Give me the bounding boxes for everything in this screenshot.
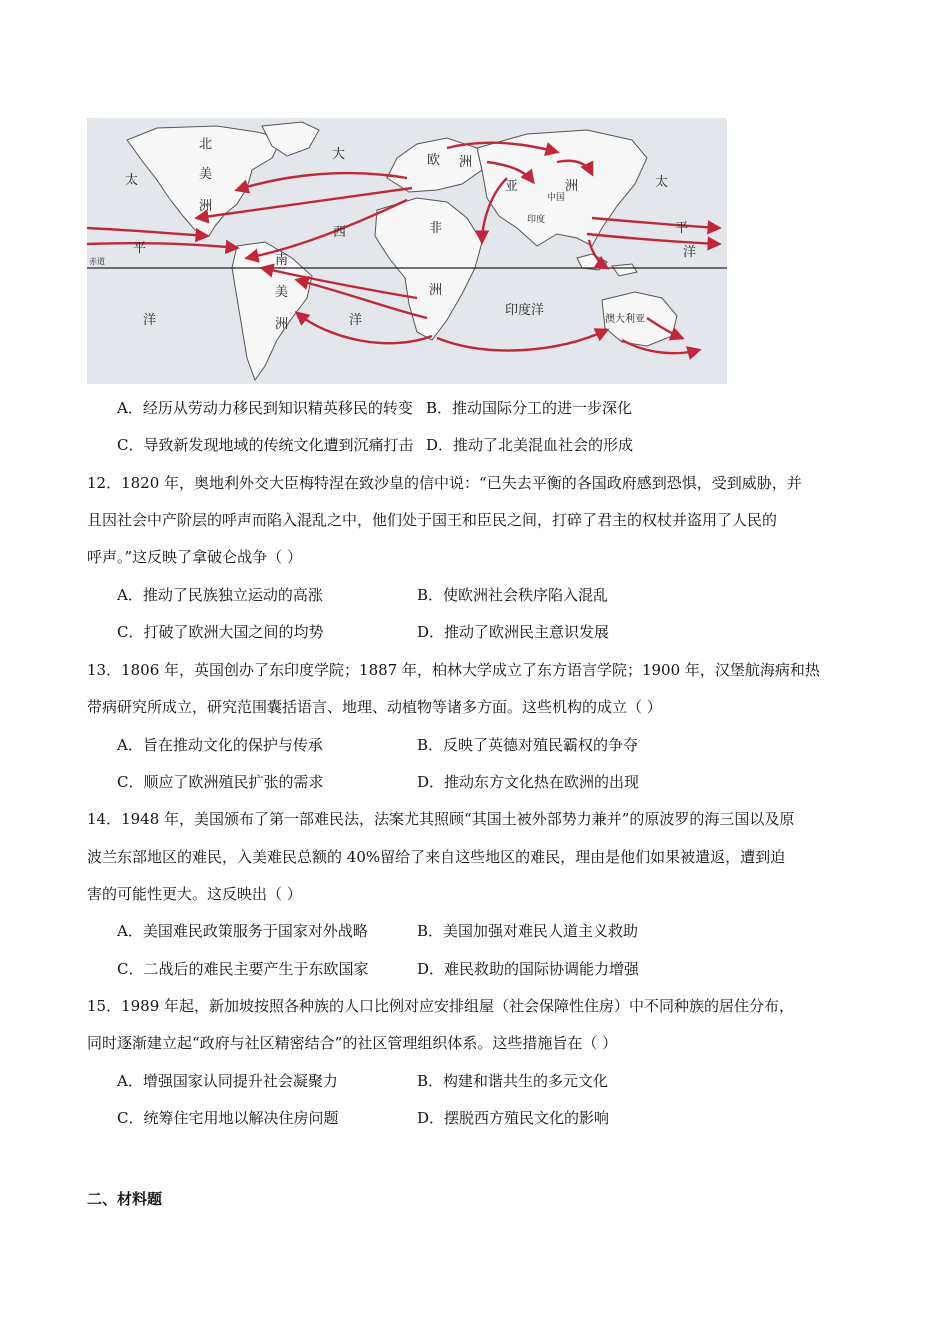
- label-tai-left: 太: [125, 173, 139, 188]
- label-ou: 欧: [427, 153, 441, 168]
- q14-option-a: A．美国难民政策服务于国家对外战略: [117, 922, 368, 940]
- q13-option-a: A．旨在推动文化的保护与传承: [117, 736, 323, 754]
- label-america-top: 美: [199, 167, 213, 182]
- q14-option-d: D．难民救助的国际协调能力增强: [417, 960, 640, 978]
- label-tai-right: 太: [655, 175, 669, 190]
- q11-option-c: C．导致新发现地域的传统文化遭到沉痛打击: [117, 436, 414, 454]
- world-map-svg: [87, 118, 727, 384]
- label-yang-mid: 洋: [349, 313, 363, 328]
- section-2-title: 二、材料题: [87, 1190, 163, 1208]
- label-yang-left: 洋: [143, 313, 157, 328]
- q15-option-c: C．统筹住宅用地以解决住房问题: [117, 1109, 339, 1127]
- label-india: 印度: [527, 215, 546, 225]
- q14-option-b: B．美国加强对难民人道主义救助: [417, 922, 639, 940]
- q13-option-b: B．反映了英德对殖民霸权的争夺: [417, 736, 639, 754]
- label-da: 大: [332, 147, 346, 162]
- label-fei-zhou: 洲: [429, 283, 443, 298]
- q11-option-b: B．推动国际分工的进一步深化: [426, 399, 633, 417]
- q14-stem-line-3: 害的可能性更大。这反映出（ ）: [87, 885, 302, 903]
- q12-stem-line-3: 呼声。”这反映了拿破仑战争（ ）: [87, 548, 302, 566]
- q14-option-c: C．二战后的难民主要产生于东欧国家: [117, 960, 369, 978]
- q13-option-d: D．推动东方文化热在欧洲的出现: [417, 773, 640, 791]
- q13-stem-line-2: 带病研究所成立，研究范围囊括语言、地理、动植物等诸多方面。这些机构的成立（ ）: [87, 698, 662, 716]
- label-indian-ocean: 印度洋: [505, 303, 545, 318]
- label-north: 北: [199, 137, 213, 152]
- label-equator: 赤道: [89, 257, 105, 266]
- q15-stem-line-1: 15．1989 年起，新加坡按照各种族的人口比例对应安排组屋（社会保障性住房）中不同种族的居住分布，: [87, 997, 795, 1015]
- label-australia: 澳大利亚: [605, 314, 645, 325]
- q15-option-a: A．增强国家认同提升社会凝聚力: [117, 1072, 338, 1090]
- label-north-america-zhou: 洲: [199, 199, 213, 214]
- label-nan: 南: [275, 253, 289, 268]
- label-yang-right: 洋: [683, 245, 697, 260]
- label-nan-zhou: 洲: [275, 317, 289, 332]
- migration-map: [87, 118, 727, 384]
- q12-stem-line-2: 且因社会中产阶层的呼声而陷入混乱之中，他们处于国王和臣民之间，打碎了君主的权杖并盗用了人民的: [87, 511, 778, 529]
- q11-option-d: D．推动了北美混血社会的形成: [426, 436, 634, 454]
- label-xi: 西: [333, 225, 347, 240]
- label-china: 中国: [547, 193, 566, 203]
- q12-option-b: B．使欧洲社会秩序陷入混乱: [417, 586, 609, 604]
- q14-stem-line-1: 14．1948 年，美国颁布了第一部难民法，法案尤其照顾“其国土被外部势力兼并”的原波罗的海三国以及原: [87, 810, 795, 828]
- q12-stem-line-1: 12．1820 年，奥地利外交大臣梅特涅在致沙皇的信中说：“已失去平衡的各国政府感到恐惧，受到威胁，并: [87, 474, 802, 492]
- label-fei: 非: [429, 221, 443, 236]
- label-ping-left: 平: [133, 241, 147, 256]
- label-ping-right: 平: [675, 221, 689, 236]
- q15-option-b: B．构建和谐共生的多元文化: [417, 1072, 609, 1090]
- label-ya-zhou: 洲: [565, 179, 579, 194]
- q12-option-d: D．推动了欧洲民主意识发展: [417, 623, 610, 641]
- q12-option-a: A．推动了民族独立运动的高涨: [117, 586, 323, 604]
- label-ya: 亚: [505, 179, 519, 194]
- q13-option-c: C．顺应了欧洲殖民扩张的需求: [117, 773, 324, 791]
- q15-option-d: D．摆脱西方殖民文化的影响: [417, 1109, 610, 1127]
- q15-stem-line-2: 同时逐渐建立起“政府与社区精密结合”的社区管理组织体系。这些措施旨在（ ）: [87, 1034, 618, 1052]
- label-ou-zhou: 洲: [459, 155, 473, 170]
- q13-stem-line-1: 13．1806 年，英国创办了东印度学院；1887 年，柏林大学成立了东方语言学院；1900 年，汉堡航海病和热: [87, 661, 820, 679]
- q14-stem-line-2: 波兰东部地区的难民，入美难民总额的 40%留给了来自这些地区的难民，理由是他们如果被遣返，遭到迫: [87, 848, 786, 866]
- q11-option-a: A．经历从劳动力移民到知识精英移民的转变: [117, 399, 413, 417]
- label-nan-mei: 美: [275, 285, 289, 300]
- q12-option-c: C．打破了欧洲大国之间的均势: [117, 623, 324, 641]
